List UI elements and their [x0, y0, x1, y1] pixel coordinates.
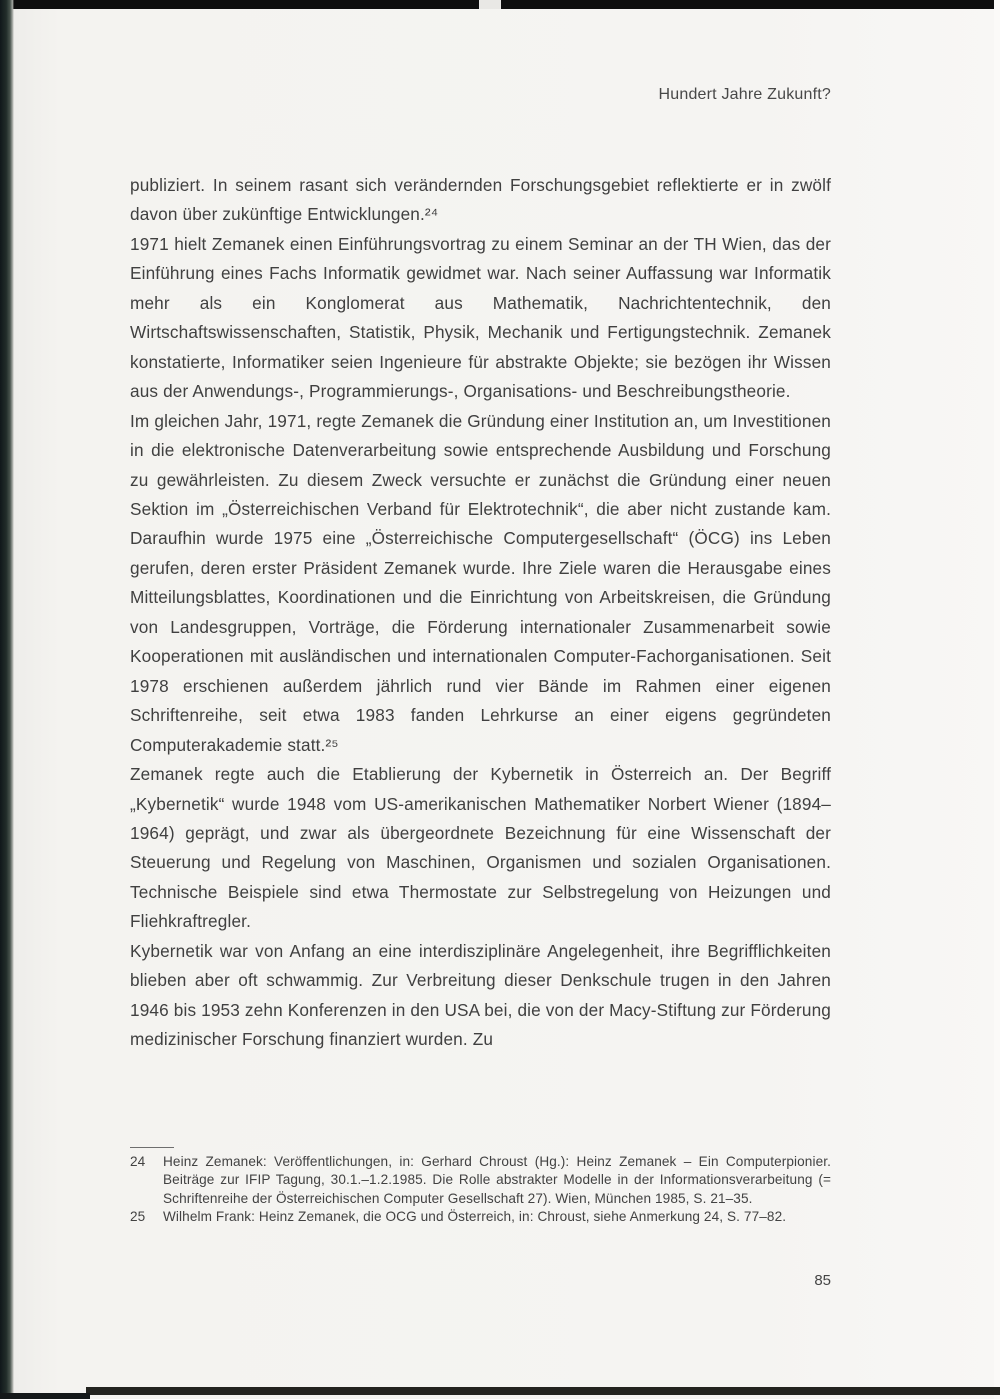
paragraph-2: 1971 hielt Zemanek einen Einführungsvortrag zu einem Seminar an der TH Wien, das der Einführung eines Fachs Informatik gewidmet war. Nach seiner Auffassung war Informatik mehr als ein Konglomerat aus Mathematik, Nachrichtentechnik, den Wirtschaftswissenschaften, Statistik, Physik, Mechanik und Fertigungstechnik. Zemanek konstatierte, Informatiker seien Ingenieure für abstrakte Objekte; sie bezögen ihr Wissen aus der Anwendungs-, Programmierungs-, Organisations- und Beschreibungstheorie.	[130, 233, 831, 402]
scan-edge-top	[0, 0, 1000, 9]
scan-edge-bottom-corner	[0, 1393, 90, 1399]
body-text	[130, 171, 831, 1055]
footnote-number: 24	[130, 1154, 146, 1169]
running-header: Hundert Jahre Zukunft?	[658, 86, 831, 103]
scan-edge-right	[994, 0, 1000, 1399]
paragraph-5: Kybernetik war von Anfang an eine interdisziplinäre Angelegenheit, ihre Begrifflichkeiten blieben aber oft schwammig. Zur Verbreitung dieser Denkschule trugen in den Jahren 1946 bis 1953 zehn Konferenzen in den USA bei, die von der Macy-Stiftung zur Förderung medizinischer Forschung finanziert wurden. Zu	[130, 940, 831, 1050]
paragraph-3: Im gleichen Jahr, 1971, regte Zemanek die Gründung einer Institution an, um Investitionen in die elektronische Datenverarbeitung sowie entsprechende Ausbildung und Forschung zu gewährleisten. Zu diesem Zweck versuchte er zunächst die Gründung einer neuen Sektion im „Österreichischen Verband für Elektrotechnik“, die aber nicht zustande kam. Daraufhin wurde 1975 eine „Österreichische Computergesellschaft“ (ÖCG) ins Leben gerufen, deren erster Präsident Zemanek wurde. Ihre Ziele waren die Herausgabe eines Mitteilungsblattes, Koordinationen und die Einrichtung von Arbeitskreisen, die Gründung von Landesgruppen, Vorträge, die Förderung internationaler Zusammenarbeit sowie Kooperationen mit ausländischen und internationalen Computer-Fachorganisationen. Seit 1978 erschienen außerdem jährlich rund vier Bände im Rahmen einer eigenen Schriftenreihe, seit etwa 1983 fanden Lehrkurse an einer eigens gegründeten Computerakademie statt.²⁵	[130, 410, 831, 755]
footnote-separator	[130, 1147, 174, 1148]
footnote-text: Wilhelm Frank: Heinz Zemanek, die OCG und Österreich, in: Chroust, siehe Anmerkung 24, S. 77–82.	[163, 1209, 787, 1225]
scan-edge-left	[0, 0, 14, 1399]
scan-artifact-notch	[479, 0, 501, 9]
page-number: 85	[814, 1272, 831, 1289]
footnote-text: Heinz Zemanek: Veröffentlichungen, in: Gerhard Chroust (Hg.): Heinz Zemanek – Ein Computerpionier. Beiträge zur IFIP Tagung, 30.1.–1.2.1985. Die Rolle abstrakter Modelle in der Informationsverarbeitung (= Schriftenreihe der Österreichischen Computer Gesellschaft 27). Wien, München 1985, S. 21–35.	[163, 1154, 831, 1206]
paragraph-4: Zemanek regte auch die Etablierung der Kybernetik in Österreich an. Der Begriff „Kybernetik“ wurde 1948 vom US-amerikanischen Mathematiker Norbert Wiener (1894–1964) geprägt, und zwar als übergeordnete Bezeichnung für eine Wissenschaft der Steuerung und Regelung von Maschinen, Organismen und sozialen Organisationen. Technische Beispiele sind etwa Thermostate zur Selbstregelung von Heizungen und Fliehkraftregler.	[130, 764, 831, 932]
footnote-25	[130, 1208, 831, 1226]
scan-edge-bottom	[86, 1387, 1000, 1395]
footnote-number: 25	[130, 1209, 146, 1225]
paragraph-1: publiziert. In seinem rasant sich verändernden Forschungsgebiet reflektierte er in zwölf davon über zukünftige Entwicklungen.²⁴	[130, 175, 831, 225]
footnote-24	[130, 1153, 831, 1208]
footnotes	[130, 1153, 831, 1227]
